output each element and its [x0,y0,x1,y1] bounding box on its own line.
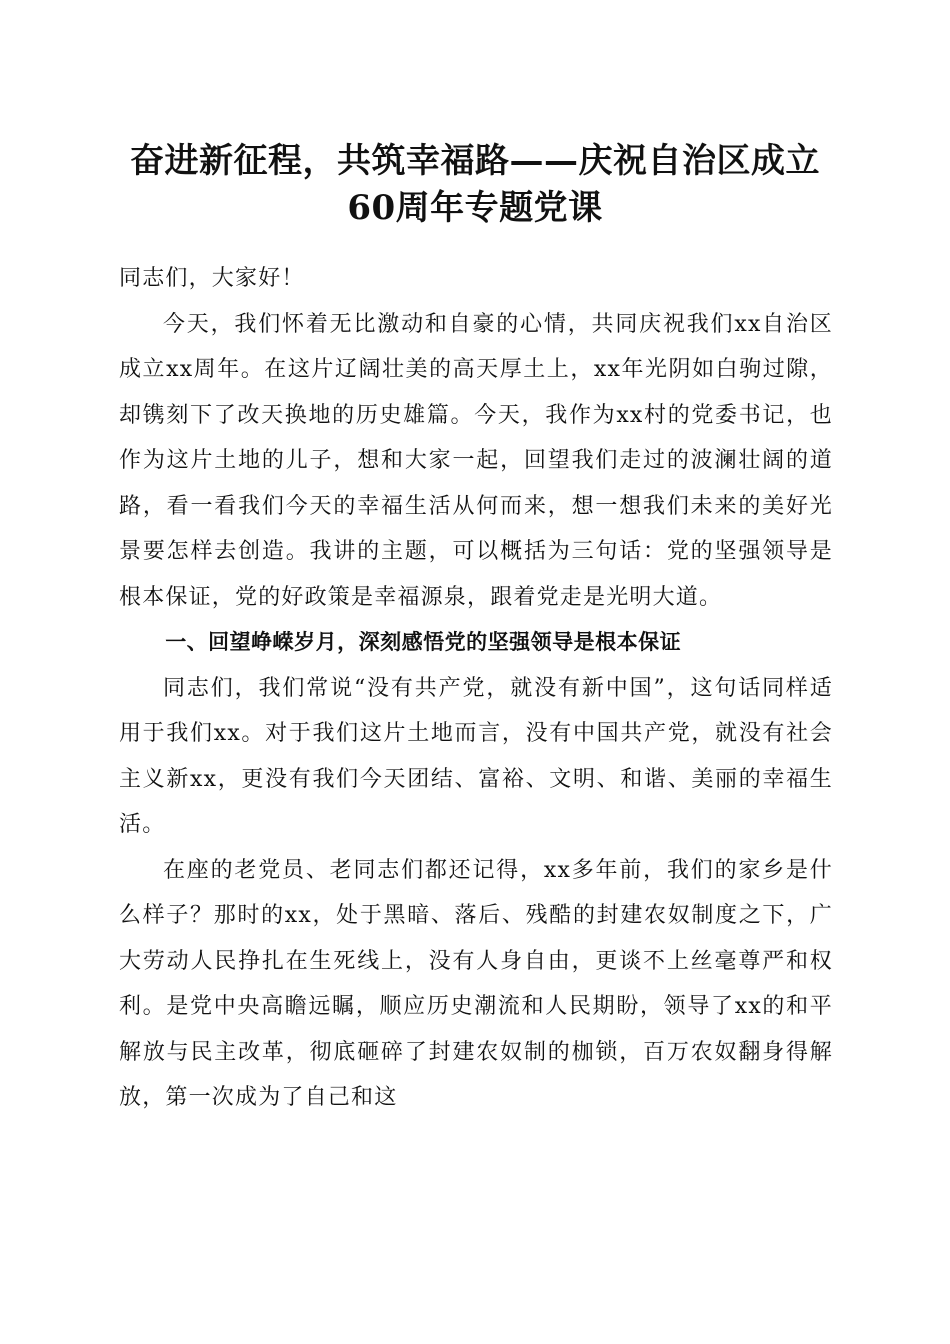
title-line-1: 奋进新征程，共筑幸福路——庆祝自治区成立 [130,141,820,181]
section-heading-1: 一、回望峥嵘岁月，深刻感悟党的坚强领导是根本保证 [165,630,682,654]
document-title [100,138,850,232]
paragraph-intro: 今天，我们怀着无比激动和自豪的心情，共同庆祝我们xx自治区成立xx周年。在这片辽阔壮美的高天厚土上，xx年光阴如白驹过隙，却镌刻下了改天换地的历史雄篇。今天，我作为xx村的党委书记，也作为这片土地的儿子，想和大家一起，回望我们走过的波澜壮阔的道路，看一看我们今天的幸福生活从何而来，想一想我们未来的美好光景要怎样去创造。我讲的主题，可以概括为三句话：党的坚强领导是根本保证，党的好政策是幸福源泉，跟着党走是光明大道。 [119,311,833,610]
paragraph-section1-a: 同志们，我们常说“没有共产党，就没有新中国”，这句话同样适用于我们xx。对于我们这片土地而言，没有中国共产党，就没有社会主义新xx，更没有我们今天团结、富裕、文明、和谐、美丽的幸福生活。 [119,675,833,837]
document-body [119,256,833,1121]
paragraph-section1-b: 在座的老党员、老同志们都还记得，xx多年前，我们的家乡是什么样子？那时的xx，处于黑暗、落后、残酷的封建农奴制度之下，广大劳动人民挣扎在生死线上，没有人身自由，更谈不上丝毫尊严和权利。是党中央高瞻远瞩，顺应历史潮流和人民期盼，领导了xx的和平解放与民主改革，彻底砸碎了封建农奴制的枷锁，百万农奴翻身得解放，第一次成为了自己和这 [119,857,833,1110]
greeting: 同志们，大家好！ [119,266,305,291]
title-line-2: 60周年专题党课 [347,188,603,228]
